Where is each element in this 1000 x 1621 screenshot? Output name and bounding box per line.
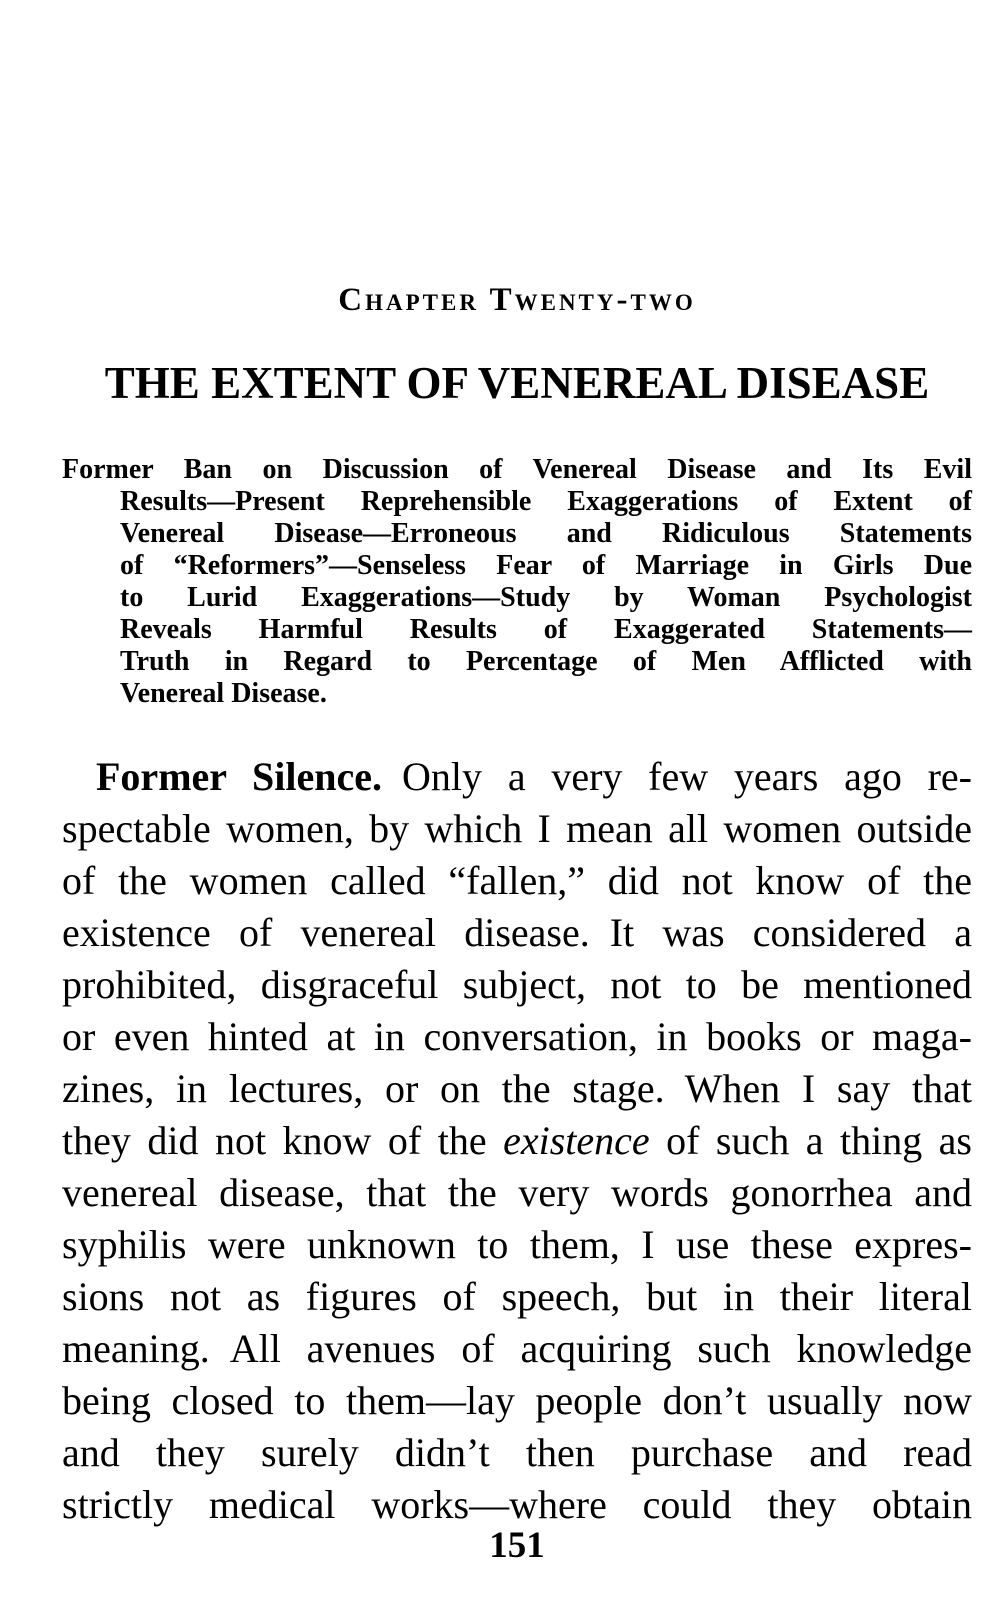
body-text-segment: or even hinted at in conversation, in books or maga- xyxy=(62,1014,972,1059)
body-text-segment: venereal disease, that the very words gonorrhea and xyxy=(62,1170,972,1215)
body-text-segment: being closed to them—lay people don’t usually now xyxy=(62,1378,972,1423)
body-text-segment: meaning. All avenues of acquiring such knowledge xyxy=(62,1326,972,1371)
page-number: 151 xyxy=(489,1525,545,1566)
synopsis-line: to Lurid Exaggerations—Study by Woman Psychologist xyxy=(120,582,972,613)
body-text-segment: existence of venereal disease. It was considered a xyxy=(62,910,972,955)
chapter-synopsis xyxy=(62,454,972,710)
body-line xyxy=(62,907,972,959)
body-line xyxy=(62,1219,972,1271)
body-line xyxy=(62,1063,972,1115)
body-text-segment: and they surely didn’t then purchase and read xyxy=(62,1430,972,1475)
synopsis-line: Truth in Regard to Percentage of Men Afflicted with xyxy=(120,646,972,677)
body-text-segment: of such a thing as xyxy=(649,1118,972,1163)
body-line xyxy=(62,1375,972,1427)
body-text-segment: prohibited, disgraceful subject, not to be mentioned xyxy=(62,962,972,1007)
body-text-segment: sions not as figures of speech, but in their literal xyxy=(62,1274,972,1319)
body-line xyxy=(62,1479,972,1531)
body-line xyxy=(62,1115,972,1167)
body-paragraph xyxy=(62,751,972,1531)
chapter-heading: Chapter Twenty-two xyxy=(338,282,696,318)
body-line xyxy=(62,751,972,803)
emphasized-word: existence xyxy=(503,1118,650,1163)
body-line xyxy=(62,959,972,1011)
body-line xyxy=(62,1323,972,1375)
body-text-segment: syphilis were unknown to them, I use these expres- xyxy=(62,1222,972,1267)
body-line xyxy=(62,1427,972,1479)
synopsis-line: Former Ban on Discussion of Venereal Disease and Its Evil xyxy=(62,454,972,485)
body-text-segment: they did not know of the xyxy=(62,1118,504,1163)
body-text-segment: Only a very few years ago re- xyxy=(382,754,972,799)
body-lead-in: Former Silence. xyxy=(96,754,383,799)
body-line xyxy=(62,803,972,855)
synopsis-line: Reveals Harmful Results of Exaggerated Statements— xyxy=(120,614,972,645)
synopsis-line: Results—Present Reprehensible Exaggerations of Extent of xyxy=(120,486,972,517)
synopsis-line: Venereal Disease—Erroneous and Ridiculous Statements xyxy=(120,518,972,549)
body-line xyxy=(62,1167,972,1219)
page-title: THE EXTENT OF VENEREAL DISEASE xyxy=(104,358,930,408)
body-text-segment: spectable women, by which I mean all women outside xyxy=(62,806,972,851)
body-text-segment: of the women called “fallen,” did not know of the xyxy=(62,858,972,903)
body-text-segment: zines, in lectures, or on the stage. When I say that xyxy=(62,1066,972,1111)
body-line xyxy=(62,855,972,907)
synopsis-line: Venereal Disease. xyxy=(120,678,327,709)
body-line xyxy=(62,1271,972,1323)
body-text-segment: strictly medical works—where could they obtain xyxy=(62,1482,972,1527)
body-line xyxy=(62,1011,972,1063)
synopsis-line: of “Reformers”—Senseless Fear of Marriage in Girls Due xyxy=(120,550,972,581)
